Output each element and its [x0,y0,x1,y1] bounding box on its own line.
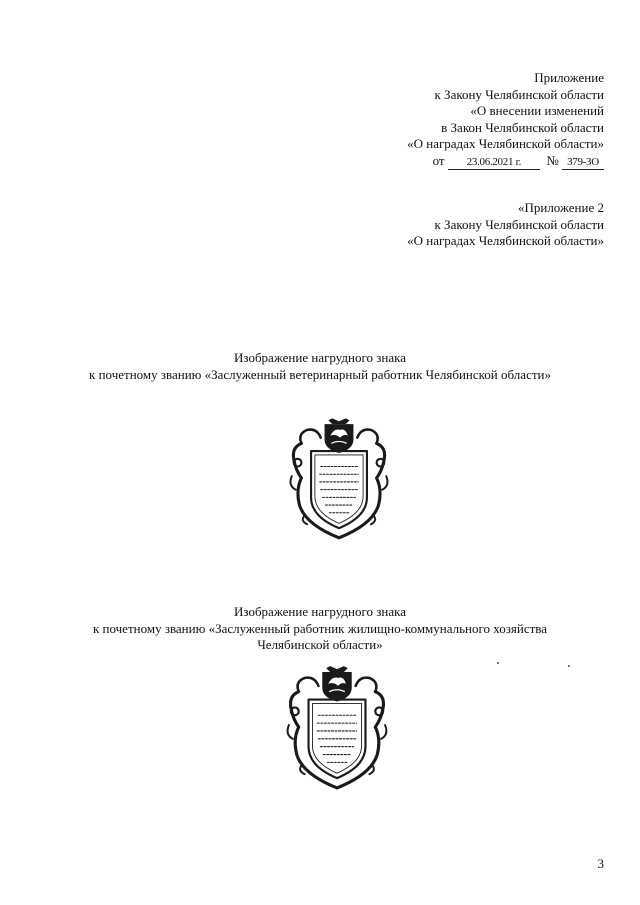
header-line-4: в Закон Челябинской области [441,119,604,135]
date-number-line [407,153,604,170]
header-line-2: к Закону Челябинской области [434,86,604,102]
section-2-subtitle-line-1: к почетному званию «Заслуженный работник жилищно-коммунального хозяйства [92,620,548,636]
badge-image-housing-utilities [283,666,391,792]
scan-speck [497,662,499,664]
section-1-subtitle: к почетному званию «Заслуженный ветеринарный работник Челябинской области» [89,366,551,382]
scan-speck [568,665,570,667]
appendix-header [407,70,604,170]
section-1-title: Изображение нагрудного знака [234,350,406,365]
date-value: 23.06.2021 г. [448,156,540,170]
section-1-caption [0,350,640,383]
number-prefix: № [546,152,559,168]
section-2-caption [0,604,640,654]
section-2-title: Изображение нагрудного знака [234,604,406,619]
appendix2-header [407,200,604,250]
page-number: 3 [597,856,604,871]
header-line-5: «О наградах Челябинской области» [407,136,604,151]
appendix2-line-3: «О наградах Челябинской области» [407,233,604,248]
number-value: 379-ЗО [562,156,604,170]
appendix2-line-1: «Приложение 2 [517,200,604,215]
header-line-3: «О внесении изменений [470,103,604,118]
badge-image-veterinary [286,418,392,542]
section-2-subtitle-line-2: Челябинской области» [257,637,383,652]
appendix2-line-2: к Закону Челябинской области [434,216,604,232]
header-line-1: Приложение [534,70,604,85]
date-prefix: от [432,152,445,168]
